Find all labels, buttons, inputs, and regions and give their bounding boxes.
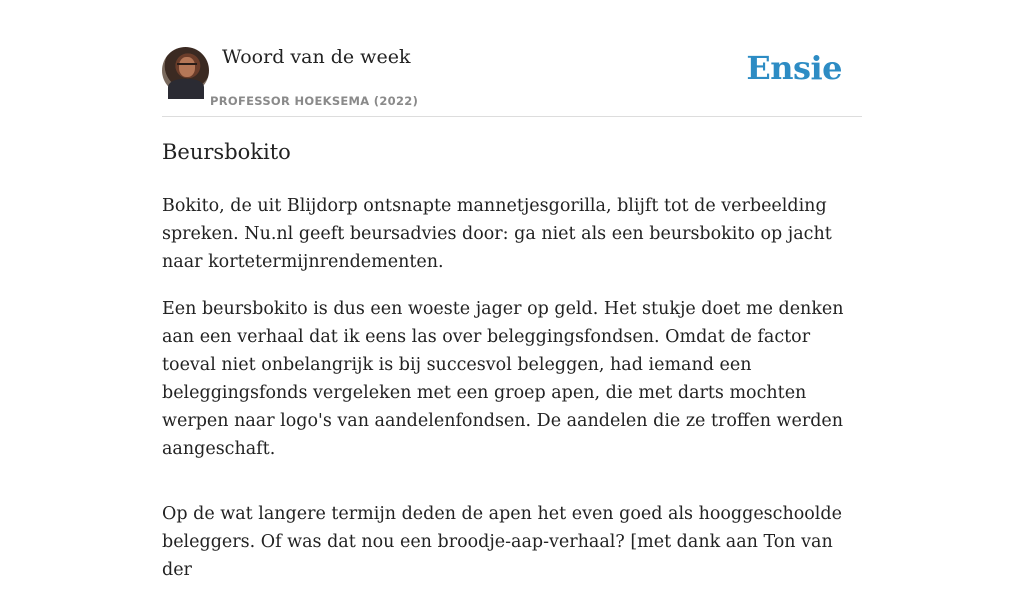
blog-title[interactable]: Woord van de week	[222, 46, 411, 68]
avatar-shirt	[168, 79, 204, 99]
brand-logo[interactable]: Ensie	[746, 49, 842, 87]
author-label[interactable]: PROFESSOR HOEKSEMA (2022)	[210, 94, 419, 108]
post-title: Beursbokito	[162, 140, 291, 164]
header	[162, 44, 862, 117]
post-paragraph: Op de wat langere termijn deden de apen het even goed als hooggeschoolde beleggers. Of was dat nou een broodje-aap-verhaal? [met dank aan Ton van der	[162, 504, 842, 580]
post-paragraph: Een beursbokito is dus een woeste jager op geld. Het stukje doet me denken aan een verhaal dat ik eens las over beleggingsfondsen. Omdat de factor toeval niet onbelangrijk is bij succesvol beleggen, had iemand een beleggingsfonds vergeleken met een groep apen, die met darts mochten werpen naar logo's van aandelenfondsen. De aandelen die ze troffen werden aangeschaft.	[162, 299, 844, 459]
avatar-glasses	[177, 63, 197, 69]
post-paragraph: Bokito, de uit Blijdorp ontsnapte mannetjesgorilla, blijft tot de verbeelding spreken. Nu.nl geeft beursadvies door: ga niet als een beursbokito op jacht naar kortetermijnrendementen.	[162, 196, 832, 272]
avatar[interactable]	[162, 47, 209, 94]
post-body	[162, 192, 868, 603]
